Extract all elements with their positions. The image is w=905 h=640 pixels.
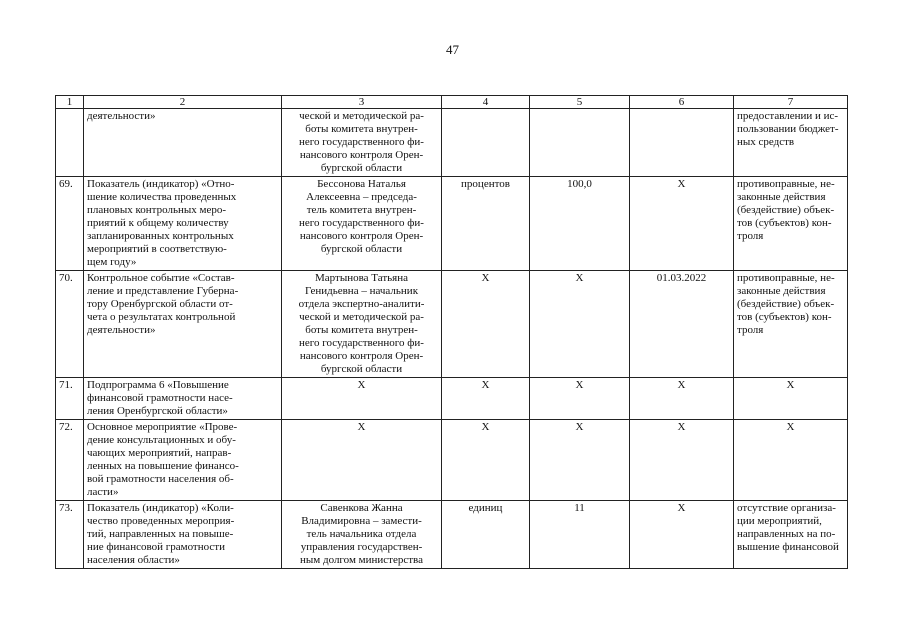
row-risks: отсутствие организа- ции мероприятий, направленных на по- вышение финансовой <box>734 501 848 569</box>
row-value: Х <box>530 420 630 501</box>
row-unit: Х <box>442 271 530 378</box>
row-unit: Х <box>442 420 530 501</box>
row-responsible: Савенкова Жанна Владимировна – замести- тель начальника отдела управления государствен- ным долгом министерства <box>282 501 442 569</box>
row-number: 72. <box>56 420 84 501</box>
row-date: Х <box>630 501 734 569</box>
row-date: 01.03.2022 <box>630 271 734 378</box>
table-row <box>56 378 848 420</box>
row-unit: Х <box>442 378 530 420</box>
row-risks: Х <box>734 420 848 501</box>
table-header-row <box>56 96 848 109</box>
row-risks: противоправные, не- законные действия (бездействие) объек- тов (субъектов) кон- троля <box>734 177 848 271</box>
row-name: Показатель (индикатор) «Коли- чество проведенных мероприя- тий, направленных на повыше- ние финансовой грамотности населения области» <box>84 501 282 569</box>
table-row <box>56 109 848 177</box>
row-number <box>56 109 84 177</box>
table-row <box>56 271 848 378</box>
row-value: 11 <box>530 501 630 569</box>
column-header: 5 <box>530 96 630 109</box>
column-header: 3 <box>282 96 442 109</box>
row-name: Основное мероприятие «Прове- дение консультационных и обу- чающих мероприятий, направ- ленных на повышение финансо- вой грамотности населения об- ласти» <box>84 420 282 501</box>
column-header: 4 <box>442 96 530 109</box>
table-row <box>56 501 848 569</box>
row-date: Х <box>630 177 734 271</box>
row-name: деятельности» <box>84 109 282 177</box>
row-date: Х <box>630 420 734 501</box>
column-header: 7 <box>734 96 848 109</box>
table-row <box>56 177 848 271</box>
control-events-table <box>55 95 848 569</box>
row-number: 73. <box>56 501 84 569</box>
row-number: 70. <box>56 271 84 378</box>
row-name: Подпрограмма 6 «Повышение финансовой грамотности насе- ления Оренбургской области» <box>84 378 282 420</box>
row-responsible: ческой и методической ра- боты комитета внутрен- него государственного фи- нансового контроля Орен- бургской области <box>282 109 442 177</box>
row-number: 69. <box>56 177 84 271</box>
column-header: 1 <box>56 96 84 109</box>
row-name: Показатель (индикатор) «Отно- шение количества проведенных плановых контрольных меро- приятий к общему количеству запланированных контрольных мероприятий в соответствую- щем году» <box>84 177 282 271</box>
row-unit: процентов <box>442 177 530 271</box>
row-risks: противоправные, не- законные действия (бездействие) объек- тов (субъектов) кон- троля <box>734 271 848 378</box>
row-unit <box>442 109 530 177</box>
row-risks: предоставлении и ис- пользовании бюджет- ных средств <box>734 109 848 177</box>
row-risks: Х <box>734 378 848 420</box>
column-header: 2 <box>84 96 282 109</box>
row-value: Х <box>530 271 630 378</box>
row-name: Контрольное событие «Состав- ление и представление Губерна- тору Оренбургской области от- чета о результатах контрольной деятельности» <box>84 271 282 378</box>
row-date: Х <box>630 378 734 420</box>
row-value: 100,0 <box>530 177 630 271</box>
row-date <box>630 109 734 177</box>
row-responsible: Мартынова Татьяна Генидьевна – начальник отдела экспертно-аналити- ческой и методической ра- боты комитета внутрен- него государственного фи- нансового контроля Орен- бургской области <box>282 271 442 378</box>
row-responsible: Х <box>282 420 442 501</box>
row-value: Х <box>530 378 630 420</box>
row-value <box>530 109 630 177</box>
row-unit: единиц <box>442 501 530 569</box>
row-responsible: Х <box>282 378 442 420</box>
row-number: 71. <box>56 378 84 420</box>
column-header: 6 <box>630 96 734 109</box>
table-row <box>56 420 848 501</box>
page-number: 47 <box>446 42 459 57</box>
row-responsible: Бессонова Наталья Алексеевна – председа- тель комитета внутрен- него государственного фи- нансового контроля Орен- бургской области <box>282 177 442 271</box>
